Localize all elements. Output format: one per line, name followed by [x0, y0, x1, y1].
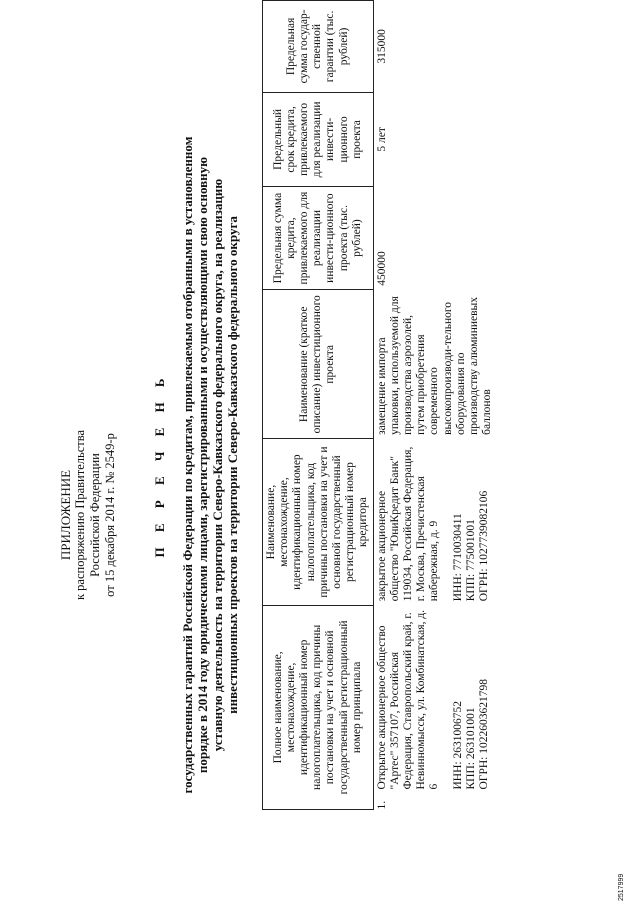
table-header-row: [263, 1, 374, 810]
document-number: 2517999: [618, 873, 625, 901]
cell-creditor: [373, 439, 496, 605]
table-row: [373, 1, 496, 810]
cell-credit-term: 5 лет: [375, 127, 388, 152]
creditor-kpp: КПП: 775001001: [464, 519, 477, 602]
appendix-line-3: от 15 декабря 2014 г. № 2549-р: [103, 433, 117, 597]
header-guarantee-sum: Предельная сумма государ-ственной гарантии (тыс. рублей): [263, 1, 374, 93]
cell-credit-sum: 450000: [375, 251, 388, 286]
principal-inn: ИНН: 2631006752: [451, 701, 464, 790]
appendix-block: [58, 125, 118, 905]
header-credit-sum: Предельная сумма кредита, привлекаемого для реализации инвести-ционного проекта (тыс. рублей): [263, 186, 374, 289]
header-project: Наименование (краткое описание) инвестиционного проекта: [263, 290, 374, 439]
appendix-line-1: к распоряжению Правительства: [73, 430, 87, 601]
creditor-inn: ИНН: 7710030411: [451, 513, 464, 602]
cell-principal: [373, 605, 496, 809]
principal-ogrn: ОГРН: 1022603621798: [478, 679, 491, 790]
document-title: П Е Р Е Ч Е Н Ь: [152, 372, 167, 558]
row-number: 1.: [375, 800, 388, 810]
subtitle-line: инвестиционных проектов на территории Северо-Кавказского федерального округа: [225, 216, 240, 714]
header-creditor: Наименование, местонахождение, идентификационный номер налогоплательщика, код причины постановки на учет и основной государственный регистрационный номер кредитора: [263, 439, 374, 605]
appendix-line-2: Российской Федерации: [88, 453, 102, 577]
principal-kpp: КПП: 263101001: [464, 707, 477, 790]
header-principal: Полное наименование, местонахождение, идентификационный номер налогоплательщика, код причины постановки на учет и основной государственный регистрационный номер принципала: [263, 605, 374, 809]
principal-details: Открытое акционерное общество "Артес" 357107, Российская Федерация, Ставропольский край, г. Невинномысск, ул. Комбинатская, д. 6: [375, 609, 441, 790]
subtitle-line: государственных гарантий Российской Федерации по кредитам, привлекаемым отобранными в установленном: [180, 136, 195, 794]
header-credit-term: Предельный срок кредита, привлекаемого для реализации инвести-ционного проекта: [263, 92, 374, 186]
creditor-details: закрытое акционерное общество "ЮниКредит Банк" 119034, Российская Федерация, г. Москва, Пречистенская набережная, д. 9: [375, 446, 441, 602]
creditor-ogrn: ОГРН: 1027739082106: [478, 490, 491, 602]
subtitle-line: порядке в 2014 году юридическими лицами, зарегистрированными и осуществляющими свою основную: [195, 156, 210, 774]
cell-project: замещение импорта упаковки, используемой для производства аэрозолей, путем приобретения современного высокопроизводи-тельного оборудования по производству алюминиевых баллонов: [375, 296, 494, 435]
document-subtitle: [180, 65, 240, 865]
appendix-heading: ПРИЛОЖЕНИЕ: [58, 469, 73, 561]
subtitle-line: уставную деятельность на территории Северо-Кавказского федерального округа, на реализацию: [210, 178, 225, 752]
cell-guarantee-sum: 315000: [375, 29, 388, 64]
guarantees-table: [262, 0, 496, 810]
